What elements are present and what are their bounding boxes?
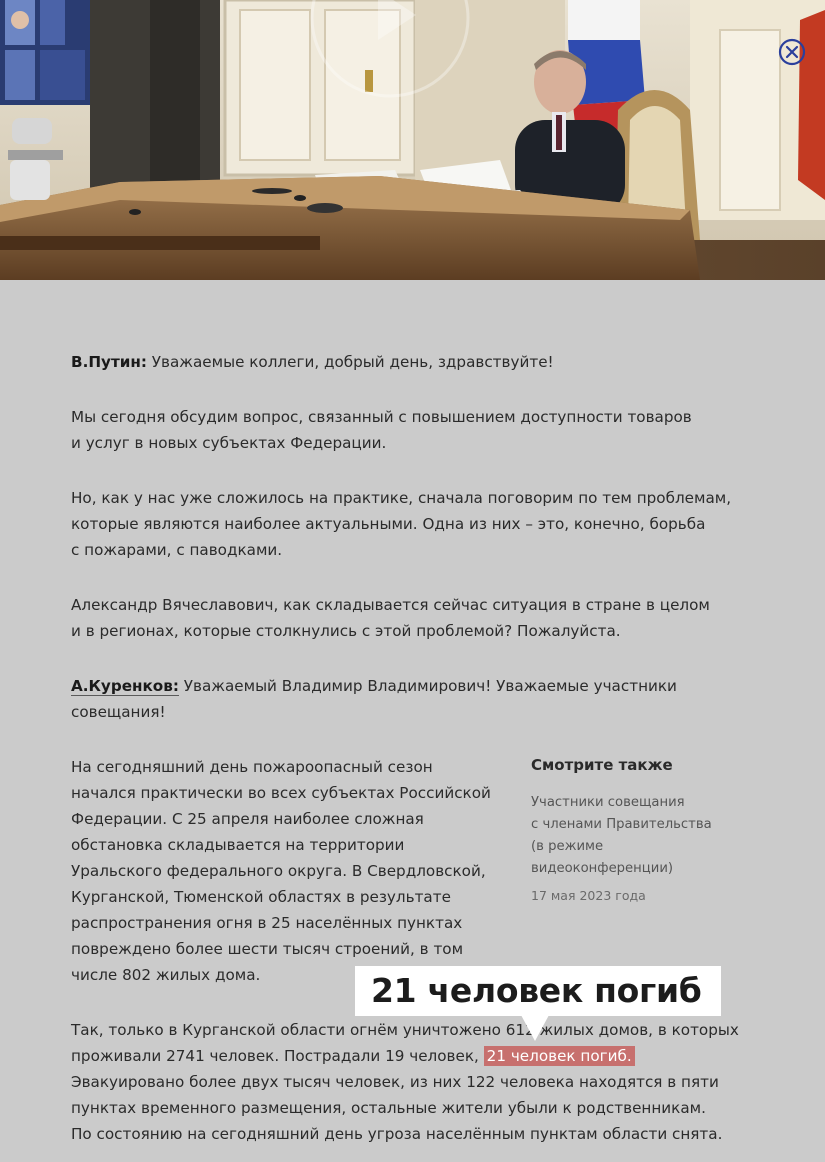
paragraph-4: Александр Вячеславович, как складывается сейчас ситуация в стране в целом и в регионах, которые столкнулись с этой проблемой? Пожалуйста. — [71, 596, 710, 640]
close-button[interactable] — [778, 38, 806, 66]
paragraph-7: Так, только в Курганской области огнём уничтожено 612 жилых домов, в которых проживали 2741 человек. Пострадали 19 человек, 21 человек погиб. Эвакуировано более двух тысяч человек, из них 122 человека находятся в пяти пунктах временного размещения, остальные жители убыли к родственникам. По состоянию на сегодняшний день угроза населённым пунктам области снята. — [71, 1021, 739, 1143]
see-also-title: Смотрите также — [531, 756, 673, 774]
paragraph-5: А.Куренков: Уважаемый Владимир Владимирович! Уважаемые участники совещания! — [71, 677, 677, 721]
paragraph-2: Мы сегодня обсудим вопрос, связанный с повышением доступности товаров и услуг в новых субъектах Федерации. — [71, 408, 692, 452]
speaker-name: В.Путин: — [71, 353, 147, 371]
highlighted-text: 21 человек погиб. — [484, 1046, 635, 1066]
see-also-date: 17 мая 2023 года — [531, 888, 646, 903]
paragraph-3: Но, как у нас уже сложилось на практике, сначала поговорим по тем проблемам, которые являются наиболее актуальными. Одна из них – это, конечно, борьба с пожарами, с паводками. — [71, 489, 732, 559]
paragraph-6: На сегодняшний день пожароопасный сезон начался практически во всех субъектах Российской Федерации. С 25 апреля наиболее сложная обстановка складывается на территории Уральского федерального округа. В Свердловской, Курганской, Тюменской областях в результате распространения огня в 25 населённых пунктах повреждено более шести тысяч строений, в том числе 802 жилых дома. — [71, 758, 491, 984]
speaker-link[interactable]: А.Куренков: — [71, 677, 179, 695]
paragraph-1: В.Путин: Уважаемые коллеги, добрый день, здравствуйте! — [71, 353, 554, 371]
hero-photo — [0, 0, 825, 280]
see-also-sidebar — [531, 756, 721, 903]
callout-bubble: 21 человек погиб — [355, 966, 721, 1016]
hero-photo-illustration — [0, 0, 825, 280]
see-also-link[interactable]: Участники совещания с членами Правительства (в режиме видеоконференции) — [531, 795, 712, 876]
callout-pointer — [521, 1015, 549, 1041]
close-circle-icon — [778, 38, 806, 66]
